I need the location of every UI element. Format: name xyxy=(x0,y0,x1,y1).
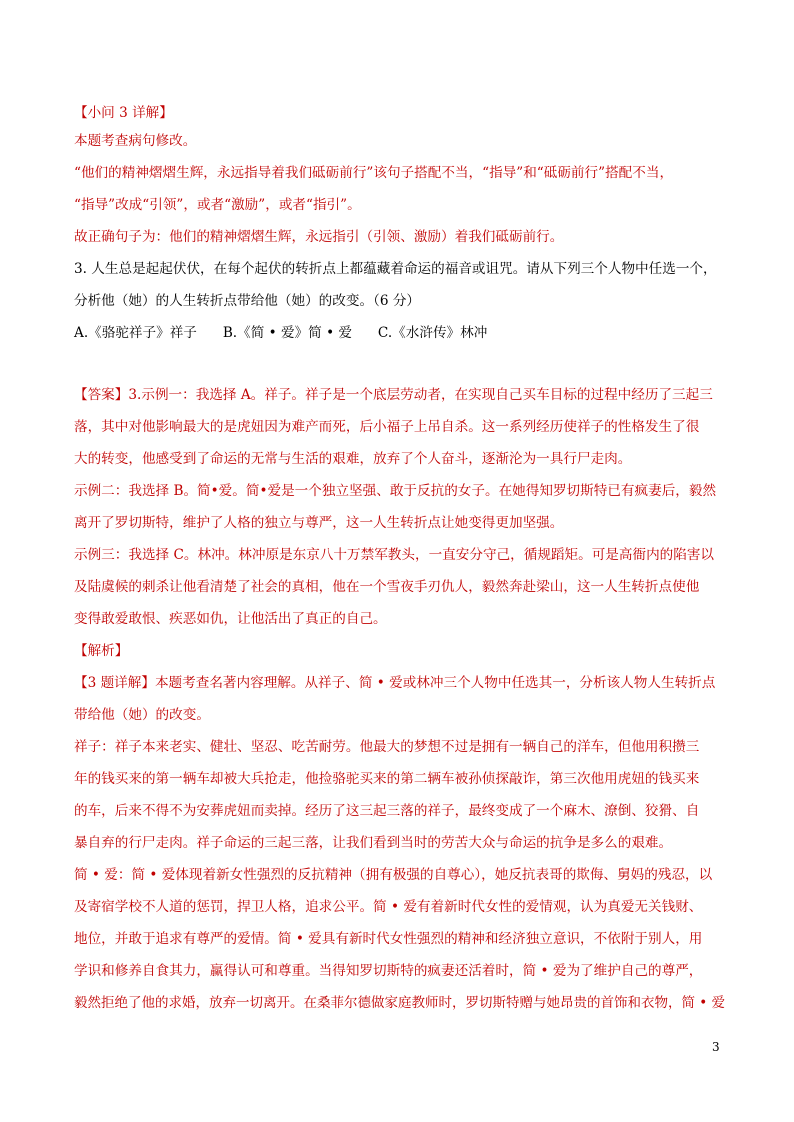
answer-line: 落，其中对他影响最大的是虎妞因为难产而死，后小福子上吊自杀。这一系列经历使祥子的性格发生了很 xyxy=(74,419,700,435)
question-3-line: 分析他（她）的人生转折点带给他（她）的改变。（6 分） xyxy=(74,293,421,309)
page-number: 3 xyxy=(712,1040,720,1054)
jane-line: 毅然拒绝了他的求婚，放弃一切离开。在桑菲尔德做家庭教师时，罗切斯特赠与她昂贵的首饰和衣物，简 • 爱 xyxy=(74,995,726,1011)
q3-analysis-line: “指导”改成“引领”，或者“激励”，或者“指引”。 xyxy=(74,197,361,213)
answer-line: 大的转变，他感受到了命运的无常与生活的艰难，放弃了个人奋斗，逐渐沦为一具行尸走肉。 xyxy=(74,451,632,467)
jane-line: 简 • 爱：简 • 爱体现着新女性强烈的反抗精神（拥有极强的自尊心），她反抗表哥的欺侮、舅妈的残忍，以 xyxy=(74,867,713,883)
q3-detail-heading: 【小问 3 详解】 xyxy=(74,105,173,121)
q3-corrected-sentence: 故正确句子为：他们的精神熠熠生辉，永远指引（引领、激励）着我们砥砺前行。 xyxy=(74,229,564,245)
detail-3-line: 带给他（她）的改变。 xyxy=(74,707,210,723)
q3-topic: 本题考查病句修改。 xyxy=(74,133,197,149)
q3-analysis-line: “他们的精神熠熠生辉，永远指导着我们砥砺前行”该句子搭配不当，“指导”和“砥砺前行”搭配不当， xyxy=(74,165,674,181)
example-3-line: 示例三：我选择 C。林冲。林冲原是东京八十万禁军教头，一直安分守己，循规蹈矩。可是高衙内的陷害以 xyxy=(74,547,715,563)
xiangzi-line: 祥子：祥子本来老实、健壮、坚忍、吃苦耐劳。他最大的梦想不过是拥有一辆自己的洋车，但他用积攒三 xyxy=(74,739,700,755)
example-2-line: 离开了罗切斯特，维护了人格的独立与尊严，这一人生转折点让她变得更加坚强。 xyxy=(74,515,564,531)
detail-3-line: 【3 题详解】本题考查名著内容理解。从祥子、简 • 爱或林冲三个人物中任选其一，分析该人物人生转折点 xyxy=(74,675,716,691)
example-3-line: 及陆虞候的刺杀让他看清楚了社会的真相，他在一个雪夜手刃仇人，毅然奔赴梁山，这一人生转折点使他 xyxy=(74,579,700,595)
answer-line: 【答案】3.示例一：我选择 A。祥子。祥子是一个底层劳动者，在实现自己买车目标的过程中经历了三起三 xyxy=(74,387,713,403)
example-2-line: 示例二：我选择 B。简•爱。简•爱是一个独立坚强、敢于反抗的女子。在她得知罗切斯特已有疯妻后，毅然 xyxy=(74,483,717,499)
analysis-heading: 【解析】 xyxy=(74,643,129,659)
xiangzi-line: 年的钱买来的第一辆车却被大兵抢走，他捡骆驼买来的第二辆车被孙侦探敲诈，第三次他用虎妞的钱买来 xyxy=(74,771,700,787)
question-3-line: 3. 人生总是起起伏伏，在每个起伏的转折点上都蕴藏着命运的福音或诅咒。请从下列三个人物中任选一个， xyxy=(74,261,717,277)
question-3-options: A.《骆驼祥子》祥子 B.《简 • 爱》简 • 爱 C.《水浒传》林冲 xyxy=(74,325,488,341)
xiangzi-line: 暴自弃的行尸走肉。祥子命运的三起三落，让我们看到当时的劳苦大众与命运的抗争是多么的艰难。 xyxy=(74,835,673,851)
jane-line: 地位，并敢于追求有尊严的爱情。简 • 爱具有新时代女性强烈的精神和经济独立意识，不依附于别人，用 xyxy=(74,931,703,947)
jane-line: 学识和修养自食其力，赢得认可和尊重。当得知罗切斯特的疯妻还活着时，简 • 爱为了维护自己的尊严， xyxy=(74,963,703,979)
jane-line: 及寄宿学校不人道的惩罚，捍卫人格，追求公平。简 • 爱有着新时代女性的爱情观，认为真爱无关钱财、 xyxy=(74,899,703,915)
example-3-line: 变得敢爱敢恨、疾恶如仇，让他活出了真正的自己。 xyxy=(74,611,387,627)
xiangzi-line: 的车，后来不得不为安葬虎妞而卖掉。经历了这三起三落的祥子，最终变成了一个麻木、潦倒、狡猾、自 xyxy=(74,803,700,819)
